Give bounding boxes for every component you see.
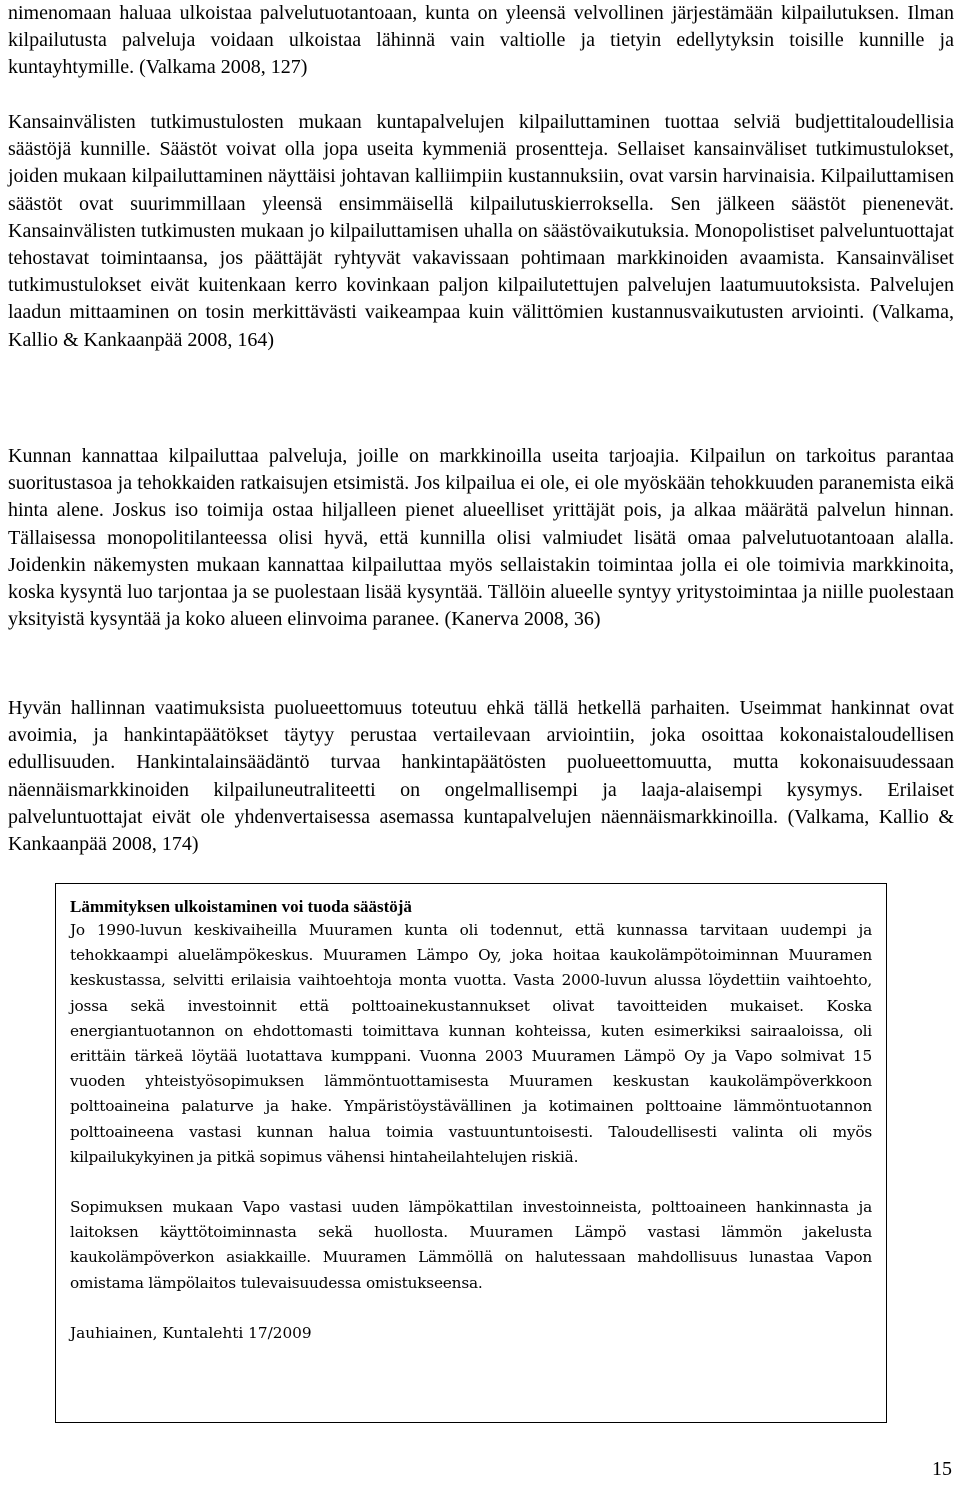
case-box-title: Lämmityksen ulkoistaminen voi tuoda säästöjä (70, 897, 412, 916)
case-box-source: Jauhiainen, Kuntalehti 17/2009 (70, 1323, 312, 1342)
case-example-box (55, 883, 887, 1423)
paragraph-outsourcing-obligation: nimenomaan haluaa ulkoistaa palvelutuotantoaan, kunta on yleensä velvollinen järjestämään kilpailutuksen. Ilman kilpailutusta palveluja voidaan ulkoistaa lähinnä vain valtiolle ja tietyin edellytyksin toisille kunnille ja kuntayhtymille. (Valkama 2008, 127) (8, 2, 954, 79)
case-box-paragraph-1: Jo 1990-luvun keskivaiheilla Muuramen kunta oli todennut, että kunnassa tarvitaan uudempi ja tehokkaampi aluelämpökeskus. Muuramen Lämpo Oy, joka hoitaa kaukolämpötoiminnan Muuramen keskustassa, selvitti erilaisia vaihtoehtoja monta vuotta. Vasta 2000-luvun alussa löydettiin vaihtoehto, jossa sekä investoinnit että polttoainekustannukset olivat tavoitteiden mukaiset. Koska energiantuotannon on ehdottomasti toimittava kunnan kohteissa, kuten esimerkiksi sairaaloissa, oli erittäin tärkeä löytää luotattava kumppani. Vuonna 2003 Muuramen Lämpö Oy ja Vapo solmivat 15 vuoden yhteistyösopimuksen lämmöntuottamisesta Muuramen keskustan kaukolämpöverkkoon polttoaineina palaturve ja hake. Ympäristöystävällinen ja kotimainen polttoaine lämmöntuotannon polttoaineena vastasi kunnan halua toimia vastuuntuntoisesti. Taloudellisesti valinta oli myös kilpailukykyinen ja pitkä sopimus vähensi hintaheilahtelujen riskiä. (70, 921, 872, 1166)
paragraph-municipal-competition: Kunnan kannattaa kilpailuttaa palveluja, joille on markkinoilla useita tarjoajia. Kilpailun on tarkoitus parantaa suoritustasoa ja tehokkaiden ratkaisujen etsimistä. Jos kilpailua ei ole, ei ole myöskään tehokkuuden paranemista eikä hinta alene. Joskus iso toimija ostaa hiljalleen pienet alueelliset yrittäjät pois, ja alkaa määrätä palvelun hinnan. Tällaisessa monopolitilanteessa olisi hyvä, että kunnilla olisi valmiudet lisätä omaa palvelutuotantoaan alalla. Joidenkin näkemysten mukaan kannattaa kilpailuttaa myös sellaistakin toimintaa jolla ei ole toimivia markkinoita, koska kysyntä luo tarjontaa ja se puolestaan lisää kysyntää. Tällöin alueelle syntyy yritystoimintaa ja niille puolestaan yksityistä kysyntää ja koko alueen elinvoima paranee. (Kanerva 2008, 36) (8, 445, 954, 631)
paragraph-international-research: Kansainvälisten tutkimustulosten mukaan kuntapalvelujen kilpailuttaminen tuottaa selviä budjettitaloudellisia säästöjä kunnille. Säästöt voivat olla jopa useita kymmeniä prosentteja. Sellaiset kansainväliset tutkimustulokset, joiden mukaan kilpailuttaminen näyttäisi johtavan kalliimpiin kustannuksiin, ovat varsin harvinaisia. Kilpailuttamisen säästöt ovat suurimmillaan yleensä ensimmäisellä kilpailutuskierroksella. Sen jälkeen säästöt pienenevät. Kansainvälisten tutkimusten mukaan jo kilpailuttamisen uhalla on säästövaikutuksia. Monopolistiset palveluntuottajat tehostavat toimintaansa, jos päättäjät ryhtyvät vakavissaan pohtimaan markkinoiden avaamista. Kansainväliset tutkimustulokset eivät kuitenkaan kerro kovinkaan paljon kilpailutettujen palvelujen laatumuutoksista. Palvelujen laadun mittaaminen on tosin merkittävästi vaikeampaa kuin välittömien kustannusvaikutusten arviointi. (Valkama, Kallio & Kankaanpää 2008, 164) (8, 111, 954, 351)
page-number: 15 (932, 1458, 952, 1480)
paragraph-good-governance: Hyvän hallinnan vaatimuksista puolueettomuus toteutuu ehkä tällä hetkellä parhaiten. Useimmat hankinnat ovat avoimia, ja hankintapäätökset täytyy perustaa vertailevaan arviointiin, joka osoittaa kokonaistaloudellisen edullisuuden. Hankintalainsäädäntö turvaa hankintapäätösten puolueettomuutta, mutta kokonaisuudessaan näennäismarkkinoiden kilpailuneutraliteetti on ongelmallisempi ja laaja-alaisempi kysymys. Erilaiset palveluntuottajat eivät ole yhdenvertaisessa asemassa kuntapalvelujen näennäismarkkinoilla. (Valkama, Kallio & Kankaanpää 2008, 174) (8, 697, 954, 856)
case-box-paragraph-2: Sopimuksen mukaan Vapo vastasi uuden lämpökattilan investoinneista, polttoaineen hankinnasta ja laitoksen käyttötoiminnasta sekä huollosta. Muuramen Lämpö vastasi lämmön jakelusta kaukolämpöverkon asiakkaille. Muuramen Lämmöllä on halutessaan mahdollisuus lunastaa Vapon omistama lämpölaitos tulevaisuudessa omistukseensa. (70, 1198, 872, 1292)
